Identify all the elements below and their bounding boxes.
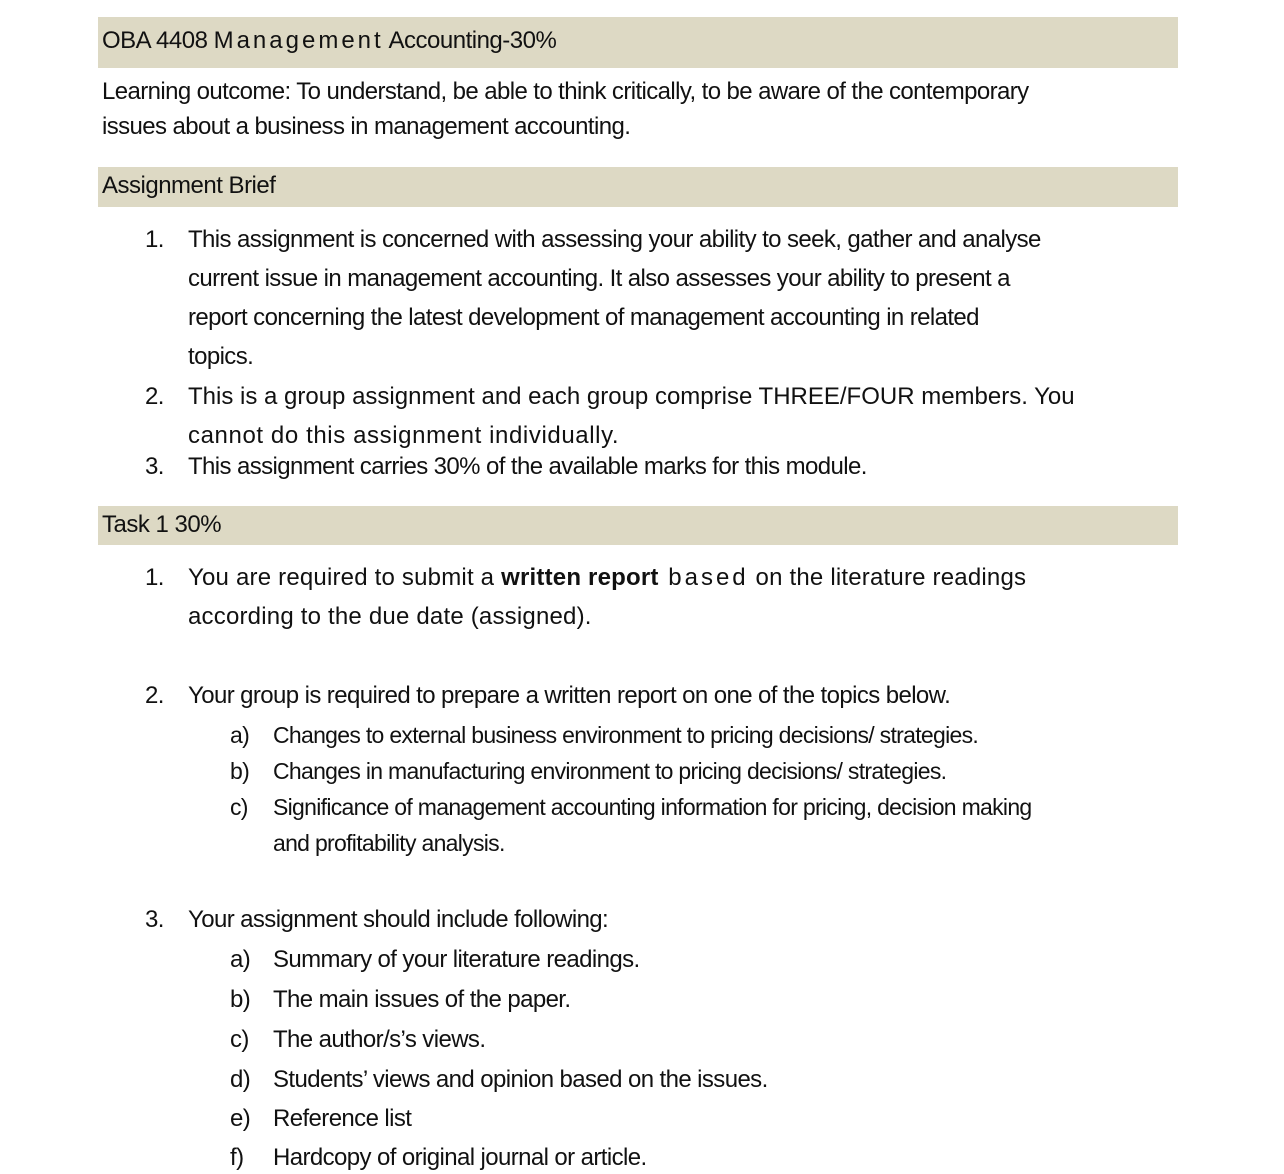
list-number: 3. — [145, 906, 164, 933]
assignment-brief-band — [98, 167, 1178, 207]
text: You are required to submit a — [188, 564, 502, 591]
sub-item-line: Hardcopy of original journal or article. — [273, 1144, 647, 1171]
list-item-line: This assignment carries 30% of the available marks for this module. — [188, 453, 867, 480]
sub-item-line: Students’ views and opinion based on the issues. — [273, 1066, 768, 1093]
section-heading: Assignment Brief — [102, 172, 276, 199]
list-number: 2. — [145, 682, 164, 709]
sub-letter: b) — [230, 986, 251, 1013]
sub-item-line: Summary of your literature readings. — [273, 946, 640, 973]
task1-band — [98, 506, 1178, 545]
sub-letter: a) — [230, 946, 251, 973]
section-heading: Task 1 30% — [102, 511, 222, 538]
sub-letter: b) — [230, 758, 250, 784]
sub-letter: f) — [230, 1144, 244, 1171]
sub-letter: c) — [230, 1026, 249, 1053]
sub-letter: e) — [230, 1105, 251, 1132]
text: on the literature readings — [748, 564, 1027, 591]
learning-outcome-line: issues about a business in management accounting. — [102, 113, 631, 140]
list-item-line: Your group is required to prepare a written report on one of the topics below. — [188, 682, 951, 709]
spaced-text: based — [658, 564, 749, 591]
list-item-line: according to the due date (assigned). — [188, 603, 592, 630]
sub-item-line: Changes to external business environment to pricing decisions/ strategies. — [273, 722, 979, 748]
sub-letter: d) — [230, 1066, 251, 1093]
sub-letter: c) — [230, 794, 248, 820]
list-item-line — [188, 564, 1026, 592]
sub-item-line: The main issues of the paper. — [273, 986, 571, 1013]
list-item-line: This assignment is concerned with assessing your ability to seek, gather and analyse — [188, 226, 1041, 253]
title-code: OBA 4408 — [102, 27, 214, 54]
list-item-line: Your assignment should include following: — [188, 906, 609, 933]
title-spaced-word: Management — [213, 27, 384, 54]
sub-item-line: The author/s’s views. — [273, 1026, 486, 1053]
sub-item-line: and profitability analysis. — [273, 830, 505, 856]
list-item-line: current issue in management accounting. It also assesses your ability to present a — [188, 265, 1010, 292]
list-item-line: topics. — [188, 343, 254, 370]
title-suffix: Accounting-30% — [383, 27, 557, 54]
list-item-line: This is a group assignment and each group comprise THREE/FOUR members. You — [188, 383, 1075, 410]
title-band — [98, 17, 1178, 68]
learning-outcome-line: Learning outcome: To understand, be able to think critically, to be aware of the contemporary — [102, 78, 1029, 105]
list-item-line: cannot do this assignment individually. — [188, 422, 620, 449]
sub-item-line: Changes in manufacturing environment to pricing decisions/ strategies. — [273, 758, 947, 784]
list-number: 1. — [145, 564, 164, 591]
sub-letter: a) — [230, 722, 250, 748]
sub-item-line: Significance of management accounting information for pricing, decision making — [273, 794, 1032, 820]
sub-item-line: Reference list — [273, 1105, 412, 1132]
list-number: 2. — [145, 383, 164, 410]
list-number: 1. — [145, 226, 164, 253]
list-number: 3. — [145, 453, 164, 480]
list-item-line: report concerning the latest development of management accounting in related — [188, 304, 979, 331]
bold-text: written report — [501, 564, 659, 591]
document-title — [102, 27, 556, 55]
